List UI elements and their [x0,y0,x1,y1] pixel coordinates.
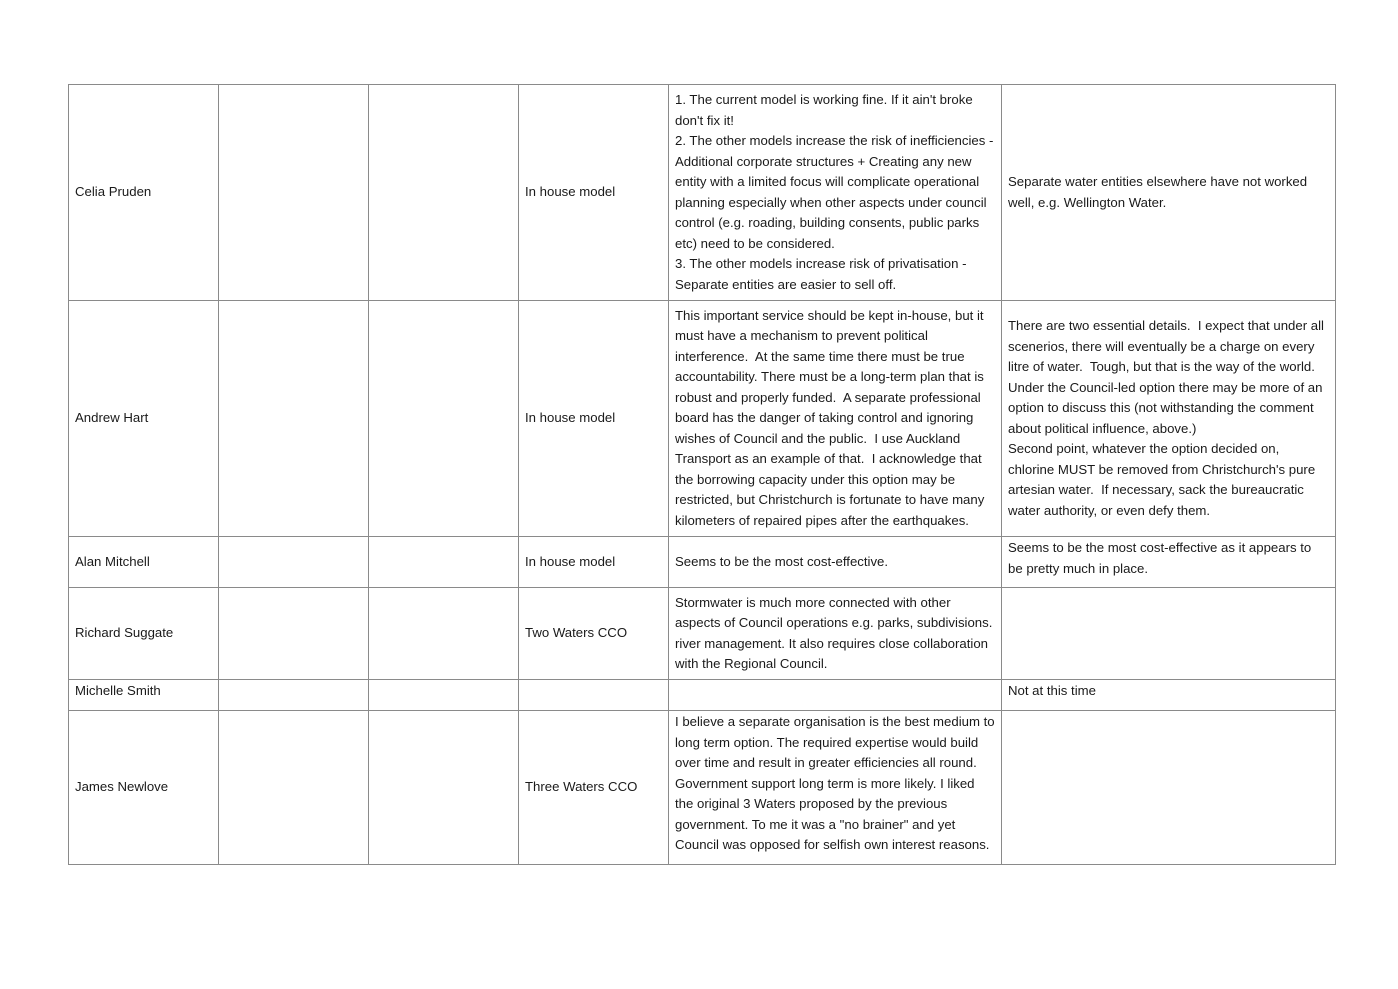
table-row [69,85,1336,301]
comments-cell: 1. The current model is working fine. If it ain't broke don't fix it! 2. The other models increase the risk of inefficiencies - Additional corporate structures + Creating any new entity with a limited focus will complicate operational planning especially when other aspects under council control (e.g. roading, building consents, public parks etc) need to be considered. 3. The other models increase risk of privatisation - Separate entities are easier to sell off. [669,85,1002,301]
submitter-name-cell: James Newlove [69,711,219,865]
submitter-name-cell: Michelle Smith [69,680,219,711]
empty-cell [219,680,369,711]
comments-cell: I believe a separate organisation is the best medium to long term option. The required expertise would build over time and result in greater efficiencies all round. Government support long term is more likely. I liked the original 3 Waters proposed by the previous government. To me it was a "no brainer" and yet Council was opposed for selfish own interest reasons. [669,711,1002,865]
empty-cell [369,711,519,865]
comments-cell: This important service should be kept in-house, but it must have a mechanism to prevent political interference. At the same time there must be true accountability. There must be a long-term plan that is robust and properly funded. A separate professional board has the danger of taking control and ignoring wishes of Council and the public. I use Auckland Transport as an example of that. I acknowledge that the borrowing capacity under this option may be restricted, but Christchurch is fortunate to have many kilometers of repaired pipes after the earthquakes. [669,301,1002,537]
reason-cell [1002,711,1336,865]
table-row [69,711,1336,865]
preferred-model-cell: Two Waters CCO [519,588,669,680]
reason-cell: Seems to be the most cost-effective as it appears to be pretty much in place. [1002,537,1336,588]
table-row [69,588,1336,680]
reason-cell: Not at this time [1002,680,1336,711]
submitter-name-cell: Alan Mitchell [69,537,219,588]
submitter-name-cell: Andrew Hart [69,301,219,537]
comments-cell [669,680,1002,711]
preferred-model-cell [519,680,669,711]
table-row [69,301,1336,537]
table-row [69,680,1336,711]
submissions-table [68,84,1336,865]
empty-cell [369,588,519,680]
preferred-model-cell: Three Waters CCO [519,711,669,865]
empty-cell [369,680,519,711]
reason-cell: Separate water entities elsewhere have not worked well, e.g. Wellington Water. [1002,85,1336,301]
empty-cell [219,301,369,537]
empty-cell [219,711,369,865]
empty-cell [219,537,369,588]
submitter-name-cell: Celia Pruden [69,85,219,301]
empty-cell [369,537,519,588]
empty-cell [219,588,369,680]
submitter-name-cell: Richard Suggate [69,588,219,680]
document-page [68,84,1335,865]
preferred-model-cell: In house model [519,537,669,588]
preferred-model-cell: In house model [519,301,669,537]
reason-cell [1002,588,1336,680]
comments-cell: Stormwater is much more connected with other aspects of Council operations e.g. parks, subdivisions. river management. It also requires close collaboration with the Regional Council. [669,588,1002,680]
comments-cell: Seems to be the most cost-effective. [669,537,1002,588]
empty-cell [369,301,519,537]
empty-cell [369,85,519,301]
empty-cell [219,85,369,301]
reason-cell: There are two essential details. I expect that under all scenerios, there will eventually be a charge on every litre of water. Tough, but that is the way of the world. Under the Council-led option there may be more of an option to discuss this (not withstanding the comment about political influence, above.) Second point, whatever the option decided on, chlorine MUST be removed from Christchurch's pure artesian water. If necessary, sack the bureaucratic water authority, or even defy them. [1002,301,1336,537]
preferred-model-cell: In house model [519,85,669,301]
table-row [69,537,1336,588]
